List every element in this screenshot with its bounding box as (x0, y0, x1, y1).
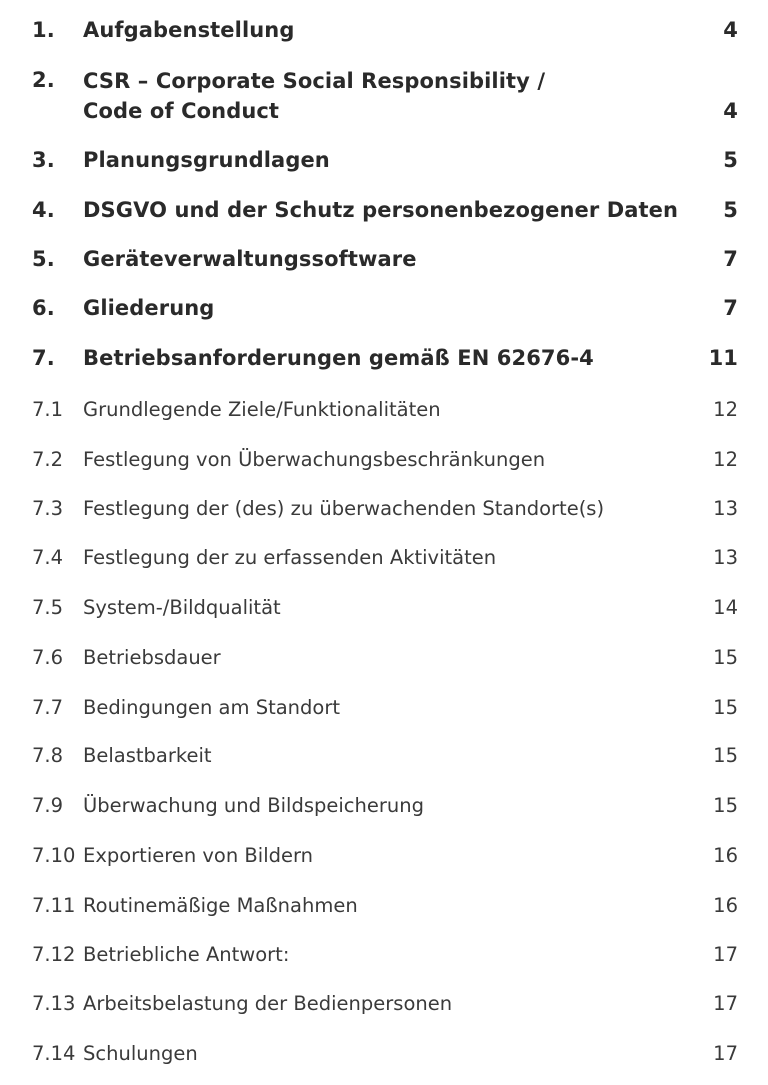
toc-entry-number: 7.9 (32, 794, 64, 817)
toc-entry-7-9[interactable] (0, 794, 768, 822)
toc-entry-title: Exportieren von Bildern (83, 844, 314, 867)
toc-entry-title: Überwachung und Bildspeicherung (83, 794, 424, 817)
toc-entry-7-3[interactable] (0, 497, 768, 525)
toc-entry-7-6[interactable] (0, 646, 768, 674)
toc-entry-7-2[interactable] (0, 448, 768, 476)
toc-entry-title: Bedingungen am Standort (83, 696, 341, 719)
toc-entry-title: Festlegung der (des) zu überwachenden Standorte(s) (83, 497, 605, 520)
toc-entry-number: 7.1 (32, 398, 64, 421)
toc-entry-page: 13 (713, 497, 738, 520)
toc-entry-page: 15 (713, 794, 738, 817)
toc-entry-page: 15 (713, 696, 738, 719)
toc-entry-title: Belastbarkeit (83, 744, 212, 767)
toc-entry-number: 3. (32, 148, 55, 172)
toc-entry-title-line: CSR – Corporate Social Responsibility / (83, 69, 546, 93)
toc-entry-page: 13 (713, 546, 738, 569)
toc-entry-7-5[interactable] (0, 596, 768, 624)
toc-entry-number: 7.3 (32, 497, 64, 520)
toc-entry-number: 7.13 (32, 992, 76, 1015)
toc-entry-1[interactable] (0, 18, 768, 48)
toc-entry-number: 7.4 (32, 546, 64, 569)
toc-entry-page: 12 (713, 448, 738, 471)
toc-entry-number: 6. (32, 296, 55, 320)
toc-entry-title: Geräteverwaltungssoftware (83, 247, 417, 271)
toc-entry-7-13[interactable] (0, 992, 768, 1020)
toc-entry-title: Betriebsanforderungen gemäß EN 62676-4 (83, 346, 594, 370)
toc-entry-number: 4. (32, 198, 55, 222)
toc-entry-2[interactable] (0, 68, 768, 128)
toc-entry-title: Betriebliche Antwort: (83, 943, 290, 966)
toc-entry-number: 7. (32, 346, 55, 370)
toc-entry-7-12[interactable] (0, 943, 768, 971)
toc-entry-page: 5 (723, 198, 738, 222)
toc-entry-7-4[interactable] (0, 546, 768, 574)
toc-entry-title (83, 66, 545, 126)
toc-entry-title: Betriebsdauer (83, 646, 221, 669)
toc-entry-title-line: Code of Conduct (83, 99, 280, 123)
toc-entry-title: Routinemäßige Maßnahmen (83, 894, 358, 917)
toc-entry-7[interactable] (0, 346, 768, 376)
toc-entry-number: 2. (32, 68, 55, 92)
toc-entry-page: 17 (713, 1042, 738, 1065)
toc-entry-7-7[interactable] (0, 696, 768, 724)
toc-entry-title: Schulungen (83, 1042, 198, 1065)
toc-entry-page: 15 (713, 646, 738, 669)
toc-entry-title: DSGVO und der Schutz personenbezogener Daten (83, 198, 679, 222)
toc-entry-page: 16 (713, 894, 738, 917)
toc-entry-page: 5 (723, 148, 738, 172)
toc-entry-number: 7.2 (32, 448, 64, 471)
toc-entry-5[interactable] (0, 247, 768, 277)
toc-entry-title: Grundlegende Ziele/Funktionalitäten (83, 398, 441, 421)
toc-entry-title: System-/Bildqualität (83, 596, 281, 619)
toc-entry-page: 11 (708, 346, 738, 370)
toc-entry-number: 7.8 (32, 744, 64, 767)
toc-entry-number: 7.11 (32, 894, 76, 917)
toc-entry-page: 7 (723, 296, 738, 320)
toc-entry-3[interactable] (0, 148, 768, 178)
toc-entry-page: 16 (713, 844, 738, 867)
toc-entry-number: 7.14 (32, 1042, 76, 1065)
toc-entry-6[interactable] (0, 296, 768, 326)
toc-entry-title: Festlegung der zu erfassenden Aktivitäten (83, 546, 497, 569)
toc-entry-page: 4 (723, 18, 738, 42)
toc-entry-title: Arbeitsbelastung der Bedienpersonen (83, 992, 453, 1015)
toc-entry-number: 5. (32, 247, 55, 271)
toc-entry-number: 7.7 (32, 696, 64, 719)
toc-entry-number: 7.6 (32, 646, 64, 669)
toc-entry-title: Gliederung (83, 296, 215, 320)
toc-entry-7-14[interactable] (0, 1042, 768, 1070)
toc-entry-title: Planungsgrundlagen (83, 148, 330, 172)
toc-entry-7-10[interactable] (0, 844, 768, 872)
toc-entry-number: 7.5 (32, 596, 64, 619)
toc-entry-4[interactable] (0, 198, 768, 228)
toc-entry-page: 15 (713, 744, 738, 767)
toc-entry-title: Festlegung von Überwachungsbeschränkungen (83, 448, 546, 471)
toc-entry-7-11[interactable] (0, 894, 768, 922)
toc-entry-title: Aufgabenstellung (83, 18, 295, 42)
toc-entry-page: 14 (713, 596, 738, 619)
toc-entry-page: 17 (713, 943, 738, 966)
toc-entry-7-8[interactable] (0, 744, 768, 772)
toc-entry-page: 12 (713, 398, 738, 421)
toc-entry-page: 4 (723, 99, 738, 123)
toc-entry-number: 1. (32, 18, 55, 42)
toc-entry-page: 7 (723, 247, 738, 271)
toc-entry-number: 7.12 (32, 943, 76, 966)
toc-entry-page: 17 (713, 992, 738, 1015)
toc-entry-7-1[interactable] (0, 398, 768, 426)
toc-entry-number: 7.10 (32, 844, 76, 867)
